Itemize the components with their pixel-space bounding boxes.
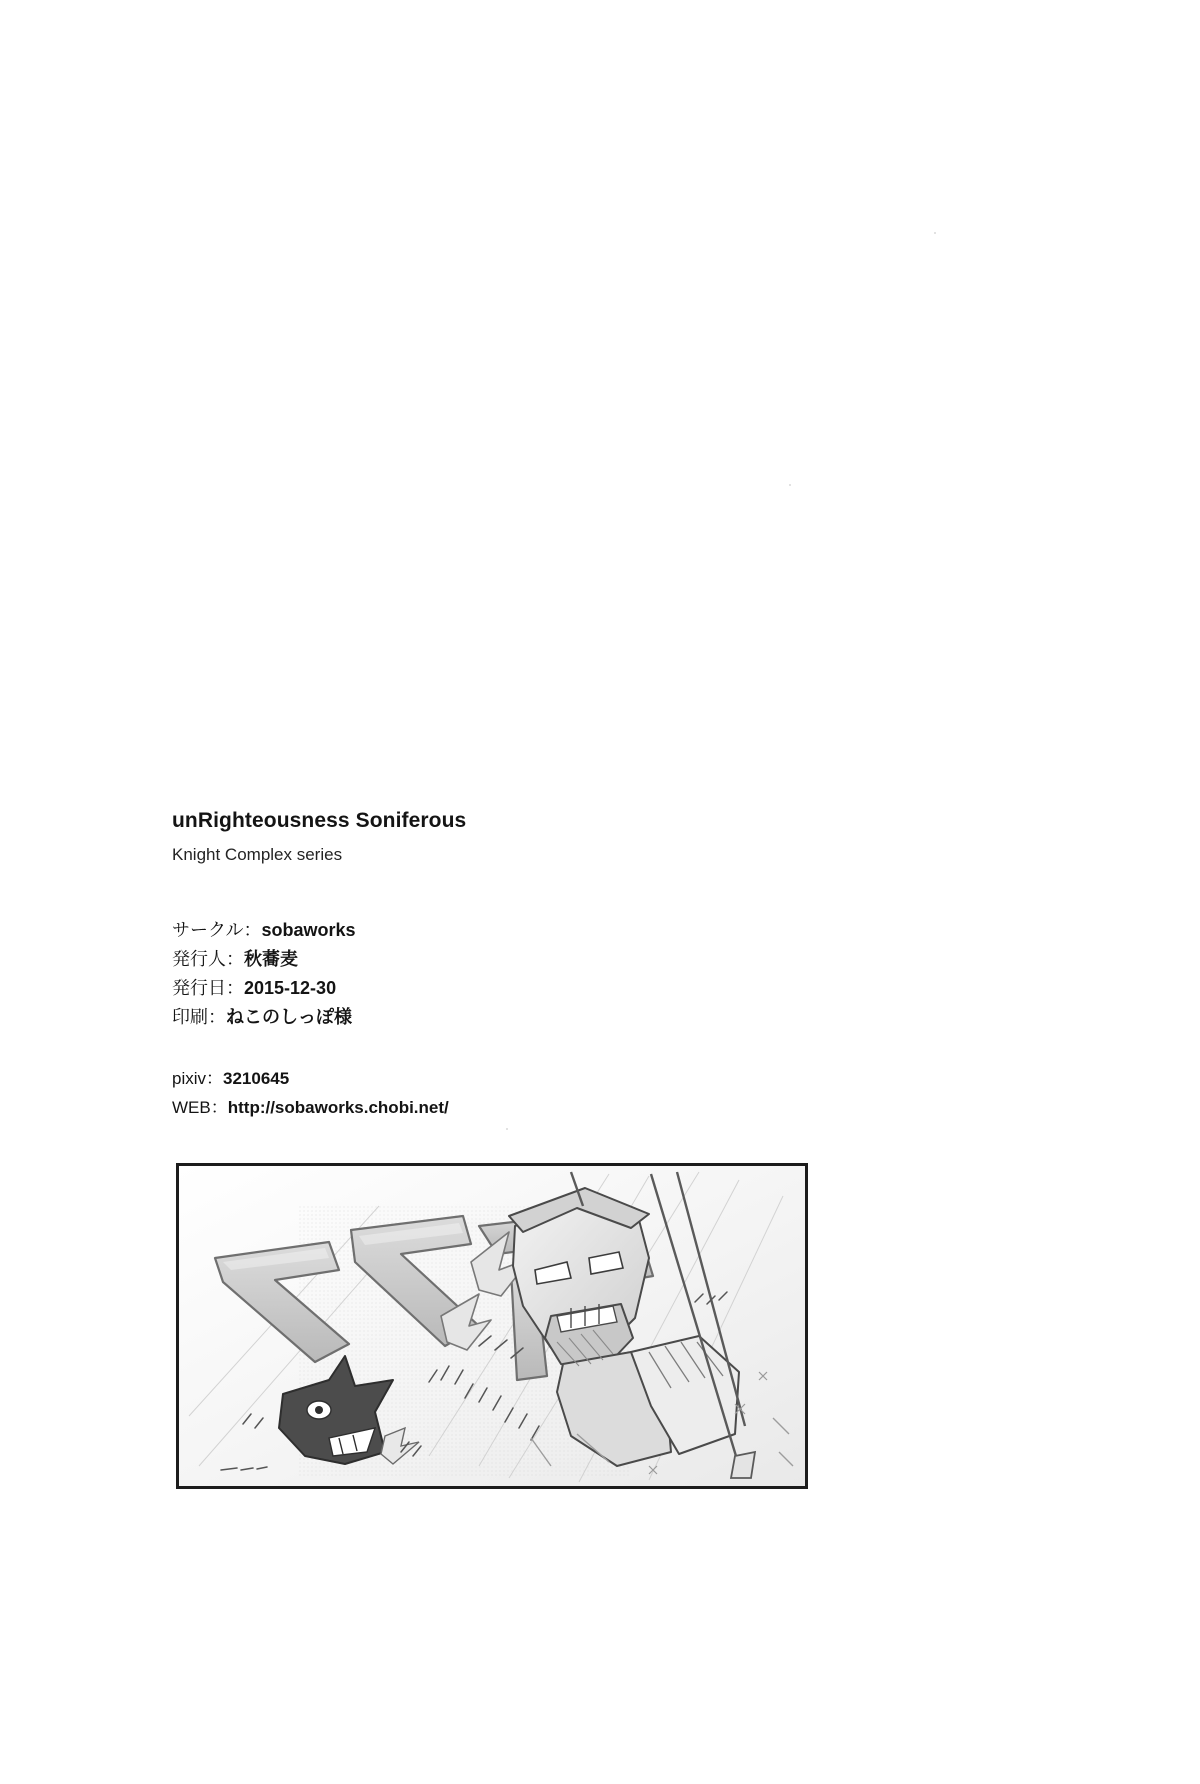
colophon-block: [172, 808, 872, 1123]
meta-value-web[interactable]: http://sobaworks.chobi.net/: [227, 1098, 449, 1118]
paper-speck: [789, 484, 791, 486]
meta-label-pixiv: pixiv：: [172, 1069, 224, 1089]
meta-label-printer: 印刷：: [172, 1006, 226, 1027]
meta-value-pixiv: 3210645: [223, 1069, 290, 1089]
meta-row-date: [172, 974, 872, 1003]
meta-row-web: [172, 1093, 872, 1122]
paper-speck: [506, 1128, 508, 1130]
links-meta: [172, 1064, 872, 1122]
illustration-panel: [176, 1163, 808, 1489]
meta-row-publisher: [172, 945, 872, 974]
meta-value-date: 2015-12-30: [244, 977, 337, 998]
meta-label-date: 発行日：: [172, 977, 244, 998]
meta-label-circle: サークル：: [172, 919, 262, 940]
paper-speck: [934, 232, 936, 234]
meta-row-printer: [172, 1003, 872, 1032]
meta-label-web: WEB：: [172, 1098, 228, 1118]
meta-value-printer: ねこのしっぽ様: [226, 1006, 352, 1027]
publication-meta: [172, 916, 872, 1033]
meta-value-publisher: 秋蕎麦: [244, 948, 298, 969]
meta-label-publisher: 発行人：: [172, 948, 244, 969]
meta-value-circle: sobaworks: [261, 919, 356, 940]
meta-row-circle: [172, 916, 872, 945]
meta-row-pixiv: [172, 1064, 872, 1093]
page-subtitle: Knight Complex series: [172, 845, 343, 865]
page-title: unRighteousness Soniferous: [172, 809, 467, 832]
